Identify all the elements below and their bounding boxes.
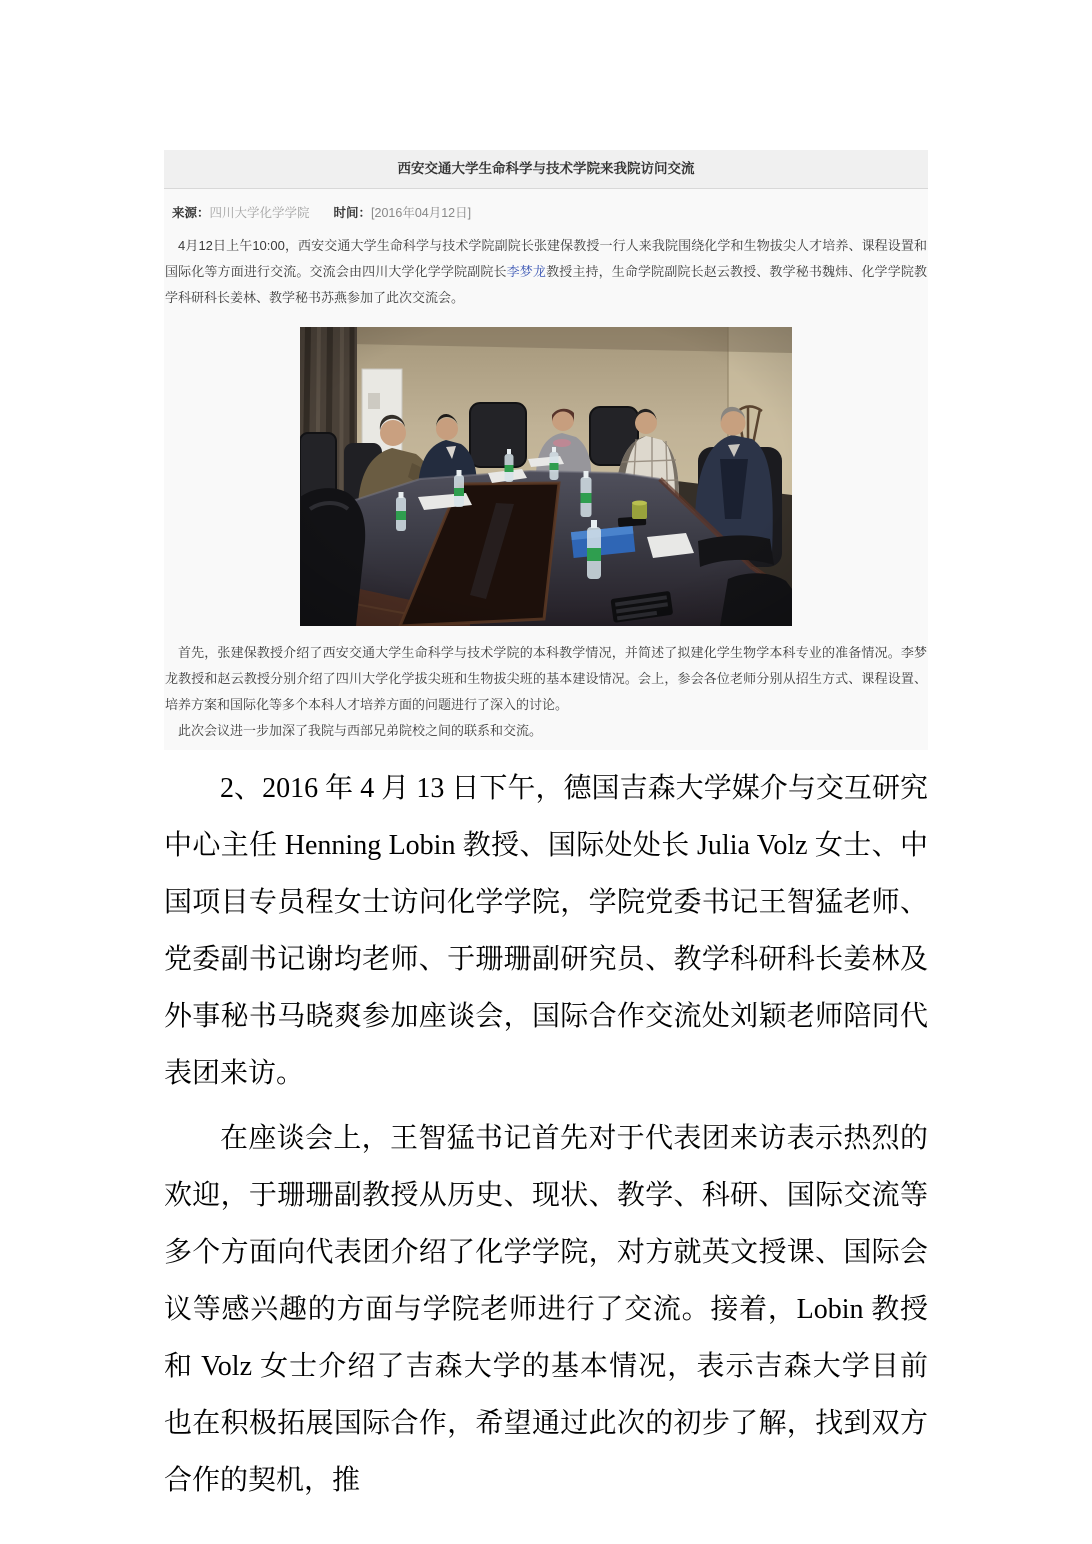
article-title: 西安交通大学生命科学与技术学院来我院访问交流 — [164, 150, 928, 189]
embedded-news-screenshot — [164, 150, 928, 750]
article-body — [164, 233, 928, 750]
document-body — [164, 760, 928, 1517]
article-meta — [164, 189, 928, 233]
source-value: 四川大学化学学院 — [209, 206, 310, 220]
source-label: 来源： — [172, 206, 210, 220]
meeting-photo-illustration — [300, 327, 792, 626]
time-value: [2016年04月12日] — [371, 206, 472, 220]
person-link[interactable]: 李梦龙 — [506, 264, 547, 279]
article-paragraph-3: 此次会议进一步加深了我院与西部兄弟院校之间的联系和交流。 — [178, 723, 543, 738]
meeting-photo — [300, 327, 792, 626]
paragraph-text: 4月12日上午10:00，西安交通大学生命科学与技术学院副院长张建保教授一行人来我院围绕化学和生物拔尖人才培养、课程设置和国际化等方面进行交流。交流会由四川大学化学学院副院长 — [165, 238, 927, 279]
body-paragraph-1: 2、2016 年 4 月 13 日下午，德国吉森大学媒介与交互研究中心主任 Henning Lobin 教授、国际处处长 Julia Volz 女士、中国项目专员程女士访问化学学院，学院党委书记王智猛老师、党委副书记谢均老师、于珊珊副研究员、教学科研科长姜林及外事秘书马晓爽参加座谈会，国际合作交流处刘颖老师陪同代表团来访。 — [164, 773, 928, 1089]
paragraph-text: 教授主持，生命学院副院长赵云教授、教学秘书魏炜、化学学院教学科研科长姜林、教学秘书苏燕参加了此次交流会。 — [165, 264, 927, 305]
article-paragraph-1 — [165, 233, 927, 311]
photo-vignette — [300, 327, 792, 626]
body-paragraph-2: 在座谈会上，王智猛书记首先对于代表团来访表示热烈的欢迎，于珊珊副教授从历史、现状、教学、科研、国际交流等多个方面向代表团介绍了化学学院，对方就英文授课、国际会议等感兴趣的方面与学院老师进行了交流。接着，Lobin 教授和 Volz 女士介绍了吉森大学的基本情况，表示吉森大学目前也在积极拓展国际合作，希望通过此次的初步了解，找到双方合作的契机，推 — [164, 1123, 928, 1496]
article-paragraph-2: 首先，张建保教授介绍了西安交通大学生命科学与技术学院的本科教学情况，并简述了拟建化学生物学本科专业的准备情况。李梦龙教授和赵云教授分别介绍了四川大学化学拔尖班和生物拔尖班的基本建设情况。会上，参会各位老师分别从招生方式、课程设置、培养方案和国际化等多个本科人才培养方面的问题进行了深入的讨论。 — [165, 645, 927, 712]
time-label: 时间： — [333, 206, 372, 220]
